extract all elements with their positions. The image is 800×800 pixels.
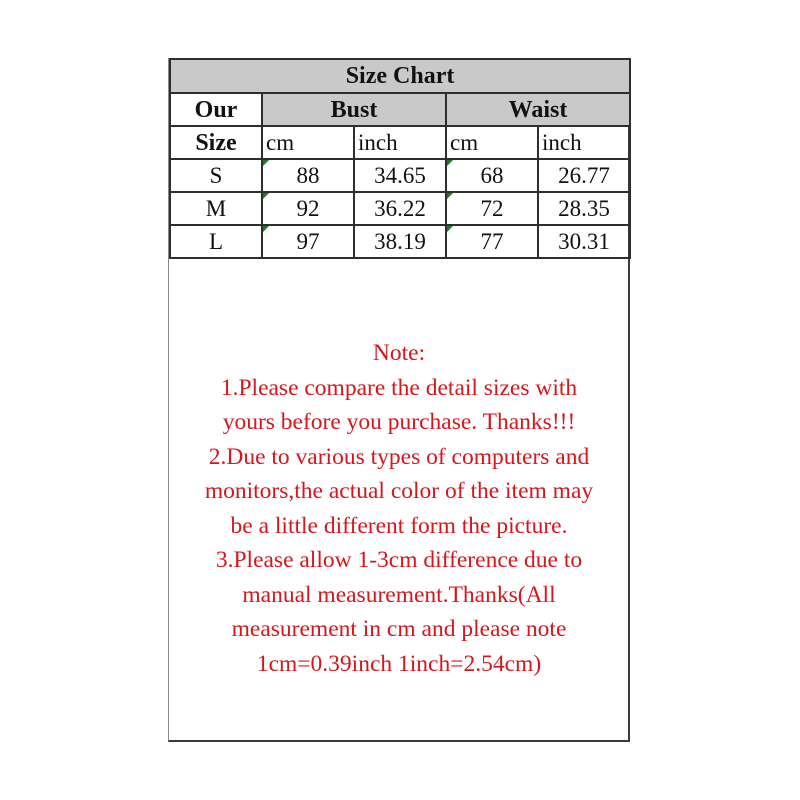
bust-cm-text: 88: [296, 163, 320, 188]
note-heading: Note:: [372, 340, 426, 366]
table-row: [170, 225, 630, 258]
bust-inch-value: 36.22: [354, 192, 446, 225]
waist-cm-value: [446, 225, 538, 258]
note-line: 1cm=0.39inch 1inch=2.54cm): [256, 650, 542, 677]
unit-bust-cm: cm: [262, 126, 354, 159]
bust-inch-value: 38.19: [354, 225, 446, 258]
note-line: yours before you purchase. Thanks!!!: [222, 409, 576, 435]
size-label: S: [170, 159, 262, 192]
bust-cm-text: 97: [296, 229, 320, 254]
cell-marker-icon: [447, 226, 453, 232]
size-chart-sheet: [168, 58, 630, 742]
cell-marker-icon: [263, 226, 269, 232]
bust-inch-value: 34.65: [354, 159, 446, 192]
cell-marker-icon: [447, 193, 453, 199]
size-chart-table: [169, 58, 631, 259]
waist-cm-value: [446, 159, 538, 192]
note-line: manual measurement.Thanks(All: [242, 581, 556, 608]
bust-cm-value: [262, 159, 354, 192]
group-header-row: [170, 93, 630, 126]
our-size-header-line1: Our: [170, 93, 262, 126]
cell-marker-icon: [447, 160, 453, 166]
unit-waist-cm: cm: [446, 126, 538, 159]
cell-marker-icon: [263, 193, 269, 199]
waist-inch-value: 30.31: [538, 225, 630, 258]
chart-title: Size Chart: [170, 59, 630, 93]
note-block: [169, 336, 629, 681]
waist-cm-value: [446, 192, 538, 225]
waist-inch-value: 26.77: [538, 159, 630, 192]
waist-cm-text: 68: [480, 163, 504, 188]
unit-waist-inch: inch: [538, 126, 630, 159]
cell-marker-icon: [263, 160, 269, 166]
our-size-header-line2: Size: [170, 126, 262, 159]
unit-bust-inch: inch: [354, 126, 446, 159]
unit-header-row: [170, 126, 630, 159]
bust-cm-text: 92: [296, 196, 320, 221]
size-label: L: [170, 225, 262, 258]
title-row: [170, 59, 630, 93]
note-line: measurement in cm and please note: [231, 616, 567, 642]
note-line: 1.Please compare the detail sizes with: [220, 374, 578, 401]
note-line: 2.Due to various types of computers and: [208, 443, 590, 470]
bust-cm-value: [262, 225, 354, 258]
size-label: M: [170, 192, 262, 225]
waist-inch-value: 28.35: [538, 192, 630, 225]
note-line: monitors,the actual color of the item may: [204, 478, 594, 504]
note-line: be a little different form the picture.: [230, 512, 568, 539]
bust-cm-value: [262, 192, 354, 225]
table-row: [170, 159, 630, 192]
table-row: [170, 192, 630, 225]
waist-cm-text: 77: [480, 229, 504, 254]
waist-cm-text: 72: [480, 196, 504, 221]
bust-header: Bust: [262, 93, 446, 126]
note-line: 3.Please allow 1-3cm difference due to: [215, 547, 583, 573]
waist-header: Waist: [446, 93, 630, 126]
